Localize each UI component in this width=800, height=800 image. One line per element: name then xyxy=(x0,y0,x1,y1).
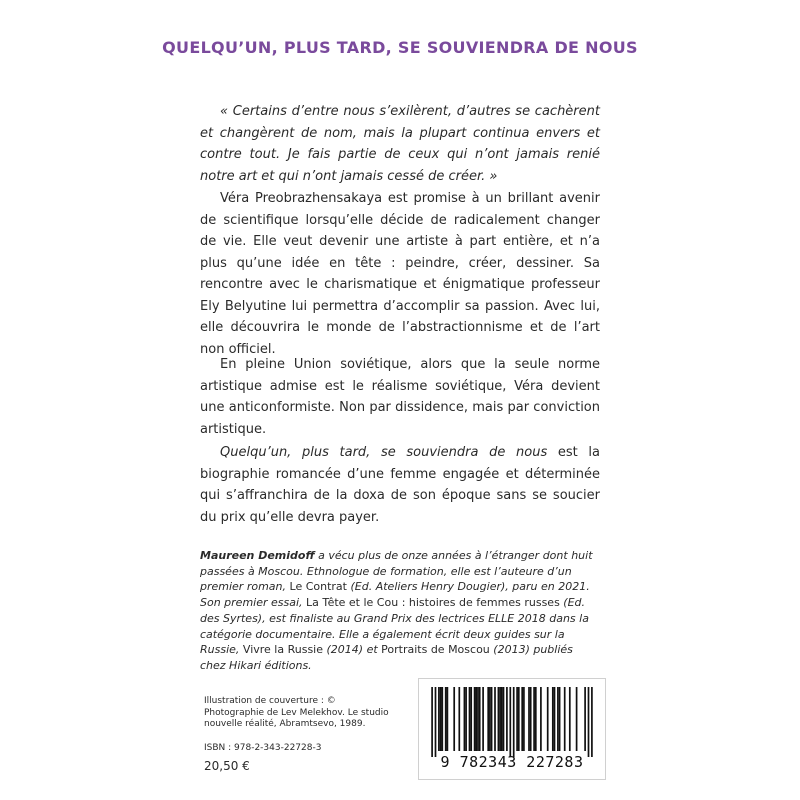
barcode-bar xyxy=(491,687,493,751)
barcode-bar xyxy=(506,687,508,751)
barcode-bar xyxy=(440,687,442,751)
barcode-bar xyxy=(475,687,477,751)
barcode-bar xyxy=(465,687,467,751)
synopsis-paragraph-3 xyxy=(200,442,600,528)
bio-text-3: (Ed. des Syrtes), est finaliste au Grand Prix des lectrices ELLE 2018 dans la catégorie documentaire. Elle a également écrit deux guides sur la Russie, xyxy=(200,596,589,657)
barcode-bar xyxy=(494,687,496,751)
barcode-bar xyxy=(516,687,518,751)
barcode-bar xyxy=(535,687,537,751)
barcode-bar xyxy=(464,687,466,751)
barcode-bar xyxy=(518,687,520,751)
barcode-bar xyxy=(431,687,433,757)
barcode-bar xyxy=(447,687,449,751)
barcode-bar xyxy=(554,687,556,751)
book-title: QUELQU’UN, PLUS TARD, SE SOUVIENDRA DE NOUS xyxy=(162,38,638,57)
bio-book-1: Le Contrat xyxy=(289,580,347,594)
epigraph-quote: « Certains d’entre nous s’exilèrent, d’autres se cachèrent et changèrent de nom, mais la plupart continua envers et contre tout. Je fais partie de ceux qui n’ont jamais renié notre art et qui n’ont jamais cessé de créer. » xyxy=(200,104,600,184)
price: 20,50 € xyxy=(204,759,250,773)
barcode-bar xyxy=(499,687,501,751)
synopsis-paragraph-3-text: est la biographie romancée d’une femme engagée et déterminée qui s’affranchira de la doxa de son époque sans se soucier du prix qu’elle devra payer. xyxy=(200,445,600,525)
barcode-bar xyxy=(576,687,578,751)
barcode-bar xyxy=(530,687,532,751)
barcode-bar xyxy=(528,687,530,751)
cover-illustration-credit: Illustration de couverture : © Photographie de Lev Melekhov. Le studio nouvelle réalité, Abramtsevo, 1989. xyxy=(204,696,389,729)
barcode-bar xyxy=(557,687,559,751)
synopsis-paragraph-1: Véra Preobrazhensakaya est promise à un brillant avenir de scientifique lorsqu’elle décide de radicalement changer de vie. Elle veut devenir une artiste à part entière, et n’a plus qu’une idée en tête : peindre, créer, dessiner. Sa rencontre avec le charismatique et énigmatique professeur Ely Belyutine lui permettra d’accomplir sa passion. Avec lui, elle découvrira le monde de l’abstractionnisme et de l’art non officiel. xyxy=(200,191,600,357)
barcode-bar xyxy=(552,687,554,751)
bio-text-5: (2013) publiés chez Hikari éditions. xyxy=(200,643,573,672)
barcode-bar xyxy=(591,687,593,757)
barcode-bar xyxy=(438,687,440,751)
barcode-bar xyxy=(470,687,472,751)
barcode-bar xyxy=(540,687,542,751)
barcode-bar xyxy=(435,687,437,757)
barcode-bar xyxy=(521,687,523,751)
barcode-bar xyxy=(479,687,481,751)
bio-book-2: La Tête et le Cou : histoires de femmes russes xyxy=(306,596,560,610)
barcode-bar xyxy=(487,687,489,751)
barcode-digits: 9 782343 227283 xyxy=(440,753,584,771)
barcode-bar xyxy=(474,687,476,751)
isbn-text: ISBN : 978-2-343-22728-3 xyxy=(204,743,322,753)
barcode-bar xyxy=(482,687,484,751)
barcode-bar xyxy=(584,687,586,751)
barcode-bar xyxy=(509,687,511,757)
barcode-bar xyxy=(498,687,500,751)
barcode-bar xyxy=(477,687,479,751)
barcode xyxy=(418,678,606,780)
bio-book-4: Portraits de Moscou xyxy=(381,643,490,657)
barcode-bar xyxy=(523,687,525,751)
barcode-bar xyxy=(513,687,515,757)
barcode-bar xyxy=(469,687,471,751)
bio-text-2: (Ed. Ateliers Henry Dougier), paru en 2021. Son premier essai, xyxy=(200,580,590,610)
book-title-inline: Quelqu’un, plus tard, se souviendra de nous xyxy=(220,445,548,460)
barcode-bar xyxy=(503,687,505,751)
barcode-bar xyxy=(441,687,443,751)
barcode-bar xyxy=(569,687,571,751)
barcode-bar xyxy=(489,687,491,751)
bio-book-3: Vivre la Russie xyxy=(242,643,323,657)
author-bio xyxy=(200,548,600,674)
barcode-bar xyxy=(588,687,590,757)
barcode-bar xyxy=(445,687,447,751)
synopsis-paragraph-2: En pleine Union soviétique, alors que la seule norme artistique admise est le réalisme soviétique, Véra devient une anticonformiste. Non par dissidence, mais par conviction artistique. xyxy=(200,357,600,437)
barcode-bar xyxy=(458,687,460,751)
bio-text-4: (2014) et xyxy=(323,643,382,657)
bio-text-1: a vécu plus de onze années à l’étranger dont huit passées à Moscou. Ethnologue de formation, elle est l’auteure d’un premier roman, xyxy=(200,549,593,594)
barcode-bar xyxy=(501,687,503,751)
barcode-bar xyxy=(559,687,561,751)
barcode-bar xyxy=(453,687,455,751)
barcode-bar xyxy=(547,687,549,751)
barcode-bar xyxy=(564,687,566,751)
barcode-bar xyxy=(533,687,535,751)
author-name: Maureen Demidoff xyxy=(200,549,315,562)
